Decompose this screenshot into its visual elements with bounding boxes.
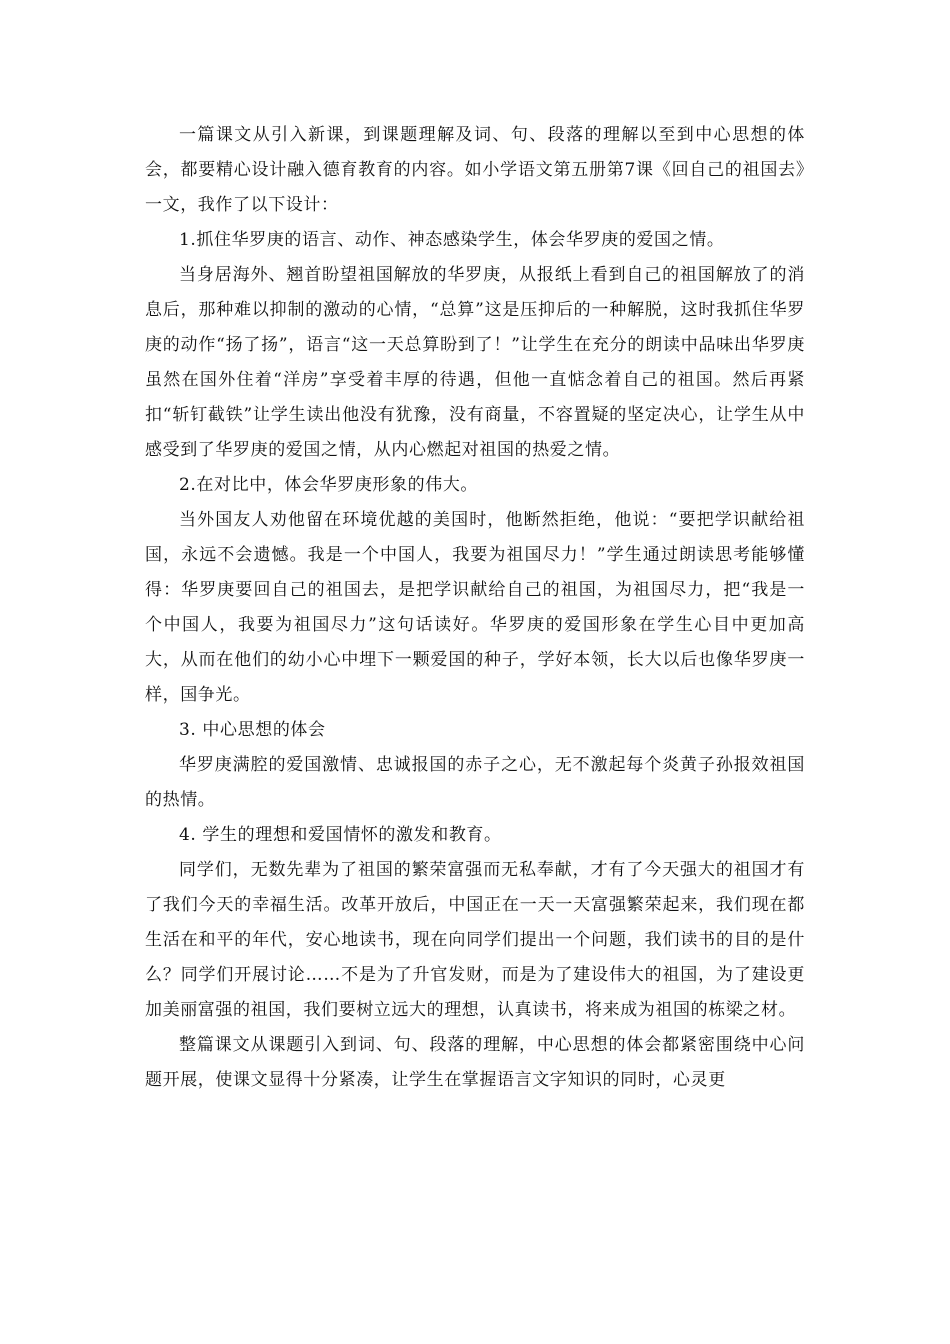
paragraph-point-3: 华罗庚满腔的爱国激情、忠诚报国的赤子之心，无不激起每个炎黄子孙报效祖国的热情。 [145,755,805,810]
heading-point-4: 4. 学生的理想和爱国情怀的激发和教育。 [179,825,502,845]
paragraph-point-1: 当身居海外、翘首盼望祖国解放的华罗庚，从报纸上看到自己的祖国解放了的消息后，那种难以抑制的激动的心情，“总算”这是压抑后的一种解脱，这时我抓住华罗庚的动作“扬了扬”，语言“这一天总算盼到了！”让学生在充分的朗读中品味出华罗庚虽然在国外住着“洋房”享受着丰厚的待遇，但他一直惦念着自己的祖国。然后再紧扣“斩钉截铁”让学生读出他没有犹豫，没有商量，不容置疑的坚定决心，让学生从中感受到了华罗庚的爱国之情，从内心燃起对祖国的热爱之情。 [145,265,805,460]
heading-point-3: 3. 中心思想的体会 [179,720,326,740]
heading-point-2: 2.在对比中，体会华罗庚形象的伟大。 [179,475,479,495]
heading-point-1: 1.抓住华罗庚的语言、动作、神态感染学生，体会华罗庚的爱国之情。 [179,230,725,250]
paragraph-intro: 一篇课文从引入新课，到课题理解及词、句、段落的理解以至到中心思想的体会，都要精心设计融入德育教育的内容。如小学语文第五册第7课《回自己的祖国去》一文，我作了以下设计： [145,125,805,215]
paragraph-summary: 整篇课文从课题引入到词、句、段落的理解，中心思想的体会都紧密围绕中心问题开展，使课文显得十分紧凑，让学生在掌握语言文字知识的同时，心灵更 [145,1035,805,1090]
document-body [145,118,805,1098]
paragraph-point-4: 同学们，无数先辈为了祖国的繁荣富强而无私奉献，才有了今天强大的祖国才有了我们今天的幸福生活。改革开放后，中国正在一天一天富强繁荣起来，我们现在都生活在和平的年代，安心地读书，现在向同学们提出一个问题，我们读书的目的是什么？同学们开展讨论……不是为了升官发财，而是为了建设伟大的祖国，为了建设更加美丽富强的祖国，我们要树立远大的理想，认真读书，将来成为祖国的栋梁之材。 [145,860,805,1020]
paragraph-point-2: 当外国友人劝他留在环境优越的美国时，他断然拒绝，他说：“要把学识献给祖国，永远不会遗憾。我是一个中国人，我要为祖国尽力！”学生通过朗读思考能够懂得：华罗庚要回自己的祖国去，是把学识献给自己的祖国，为祖国尽力，把“我是一个中国人，我要为祖国尽力”这句话读好。华罗庚的爱国形象在学生心目中更加高大，从而在他们的幼小心中埋下一颗爱国的种子，学好本领，长大以后也像华罗庚一样，国争光。 [145,510,805,705]
